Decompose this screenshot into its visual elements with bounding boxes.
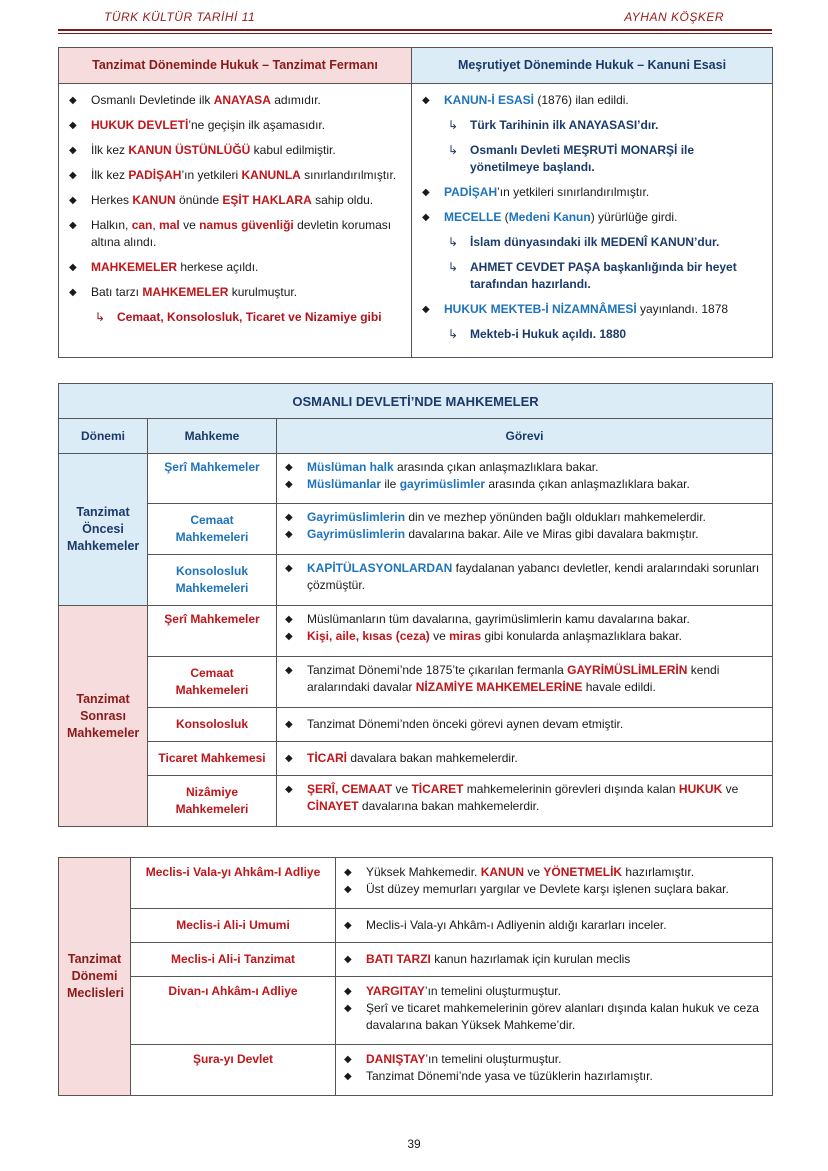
- diamond-bullet-icon: ◆: [344, 1054, 352, 1065]
- header-rule: [58, 29, 772, 31]
- sub-list-item: ↳ Cemaat, Konsolosluk, Ticaret ve Nizamiye gibi: [95, 310, 382, 324]
- list-item: ◆ HUKUK DEVLETİ’ne geçişin ilk aşamasıdır.: [69, 118, 326, 132]
- column-header-court: Mahkeme: [148, 419, 277, 454]
- council-duty: ◆ Yüksek Mahkemedir. KANUN ve YÖNETMELİK hazırlamıştır. ◆ Üst düzey memurları yargılar ve Devlete karşı işlenen suçlara bakar.: [336, 858, 773, 909]
- list-item: ◆ MECELLE (Medeni Kanun) yürürlüğe girdi.: [422, 210, 678, 224]
- mesrutiyet-law-heading: Meşrutiyet Döneminde Hukuk – Kanuni Esasi: [412, 48, 773, 84]
- court-name: Cemaat Mahkemeleri: [148, 657, 277, 708]
- court-duty: ◆ Tanzimat Dönemi’nden önceki görevi aynen devam etmiştir.: [277, 708, 773, 742]
- diamond-bullet-icon: ◆: [285, 512, 293, 523]
- diamond-bullet-icon: ◆: [285, 563, 293, 574]
- court-name: Konsolosluk: [148, 708, 277, 742]
- court-name: Cemaat Mahkemeleri: [148, 504, 277, 555]
- period-tanzimat-councils: Tanzimat Dönemi Meclisleri: [59, 858, 131, 1096]
- diamond-bullet-icon: ◆: [69, 120, 77, 131]
- list-item: ◆ İlk kez KANUN ÜSTÜNLÜĞÜ kabul edilmiştir.: [69, 143, 336, 157]
- list-item: ◆ PADİŞAH’ın yetkileri sınırlandırılmıştır.: [422, 185, 650, 199]
- court-duty: ◆ Gayrimüslimlerin din ve mezhep yönünden bağlı oldukları mahkemelerdir. ◆ Gayrimüslimlerin davalarına bakar. Aile ve Miras gibi davalara bakmıştır.: [277, 504, 773, 555]
- list-item: ◆ MAHKEMELER herkese açıldı.: [69, 260, 259, 274]
- curved-arrow-icon: ↳: [448, 143, 459, 157]
- period-pre-tanzimat: Tanzimat Öncesi Mahkemeler: [59, 454, 148, 606]
- sub-list-item: ↳ AHMET CEVDET PAŞA başkanlığında bir heyet tarafından hazırlandı.: [448, 260, 737, 291]
- list-item: ◆ HUKUK MEKTEB-İ NİZAMNÂMESİ yayınlandı. 1878: [422, 302, 729, 316]
- diamond-bullet-icon: ◆: [285, 529, 293, 540]
- diamond-bullet-icon: ◆: [285, 614, 293, 625]
- diamond-bullet-icon: ◆: [69, 170, 77, 181]
- page-number: 39: [407, 1137, 421, 1151]
- diamond-bullet-icon: ◆: [422, 187, 430, 198]
- diamond-bullet-icon: ◆: [285, 719, 293, 730]
- courts-table: [58, 383, 773, 827]
- sub-list-item: ↳ İslam dünyasındaki ilk MEDENÎ KANUN’dur.: [448, 235, 720, 249]
- council-name: Meclis-i Vala-yı Ahkâm-I Adliye: [131, 858, 336, 909]
- diamond-bullet-icon: ◆: [344, 954, 352, 965]
- curved-arrow-icon: ↳: [448, 235, 459, 249]
- diamond-bullet-icon: ◆: [422, 212, 430, 223]
- diamond-bullet-icon: ◆: [285, 784, 293, 795]
- mesrutiyet-law-cell: [412, 84, 773, 358]
- court-name: Şerî Mahkemeler: [148, 606, 277, 657]
- courts-table-title: OSMANLI DEVLETİ’NDE MAHKEMELER: [59, 384, 773, 419]
- court-duty: ◆ TİCARİ davalara bakan mahkemelerdir.: [277, 742, 773, 776]
- court-name: Konsolosluk Mahkemeleri: [148, 555, 277, 606]
- tanzimat-law-cell: [59, 84, 412, 358]
- diamond-bullet-icon: ◆: [285, 631, 293, 642]
- curved-arrow-icon: ↳: [95, 310, 106, 324]
- list-item: ◆ Osmanlı Devletinde ilk ANAYASA adımıdır.: [69, 93, 321, 107]
- running-header-author: AYHAN KÖŞKER: [624, 10, 724, 24]
- court-duty: ◆ Müslümanların tüm davalarına, gayrimüslimlerin kamu davalarına bakar. ◆ Kişi, aile, kısas (ceza) ve miras gibi konularda anlaşmazlıklara bakar.: [277, 606, 773, 657]
- court-name: Nizâmiye Mahkemeleri: [148, 776, 277, 827]
- council-duty: ◆ BATI TARZI kanun hazırlamak için kurulan meclis: [336, 943, 773, 977]
- diamond-bullet-icon: ◆: [69, 95, 77, 106]
- council-name: Şura-yı Devlet: [131, 1045, 336, 1096]
- diamond-bullet-icon: ◆: [285, 665, 293, 676]
- column-header-period: Dönemi: [59, 419, 148, 454]
- court-duty: ◆ Tanzimat Dönemi’nde 1875’te çıkarılan fermanla GAYRİMÜSLİMLERİN kendi aralarındaki davalar NİZAMİYE MAHKEMELERİNE havale edildi.: [277, 657, 773, 708]
- header-rule-thin: [58, 33, 772, 34]
- period-post-tanzimat: Tanzimat Sonrası Mahkemeler: [59, 606, 148, 827]
- list-item: ◆ Herkes KANUN önünde EŞİT HAKLARA sahip oldu.: [69, 193, 374, 207]
- law-comparison-table: [58, 47, 773, 358]
- court-duty: ◆ KAPİTÜLASYONLARDAN faydalanan yabancı devletler, kendi aralarındaki sorunları çözmüştür.: [277, 555, 773, 606]
- diamond-bullet-icon: ◆: [69, 287, 77, 298]
- list-item: ◆ Halkın, can, mal ve namus güvenliği devletin koruması altına alındı.: [69, 218, 392, 249]
- list-item: ◆ İlk kez PADİŞAH’ın yetkileri KANUNLA sınırlandırılmıştır.: [69, 168, 397, 182]
- court-name: Ticaret Mahkemesi: [148, 742, 277, 776]
- council-name: Meclis-i Ali-i Tanzimat: [131, 943, 336, 977]
- curved-arrow-icon: ↳: [448, 327, 459, 341]
- council-duty: ◆ DANIŞTAY’ın temelini oluşturmuştur. ◆ Tanzimat Dönemi’nde yasa ve tüzüklerin hazırlamıştır.: [336, 1045, 773, 1096]
- court-name: Şerî Mahkemeler: [148, 454, 277, 504]
- court-duty: ◆ ŞERÎ, CEMAAT ve TİCARET mahkemelerinin görevleri dışında kalan HUKUK ve CİNAYET davalarına bakan mahkemelerdir.: [277, 776, 773, 827]
- diamond-bullet-icon: ◆: [285, 479, 293, 490]
- council-name: Divan-ı Ahkâm-ı Adliye: [131, 977, 336, 1045]
- curved-arrow-icon: ↳: [448, 260, 459, 274]
- diamond-bullet-icon: ◆: [344, 884, 352, 895]
- running-header-title: TÜRK KÜLTÜR TARİHİ 11: [104, 10, 256, 24]
- tanzimat-law-heading: Tanzimat Döneminde Hukuk – Tanzimat Fermanı: [59, 48, 412, 84]
- council-name: Meclis-i Ali-i Umumi: [131, 909, 336, 943]
- sub-list-item: ↳ Türk Tarihinin ilk ANAYASASI’dır.: [448, 118, 659, 132]
- curved-arrow-icon: ↳: [448, 118, 459, 132]
- court-duty: ◆ Müslüman halk arasında çıkan anlaşmazlıklara bakar. ◆ Müslümanlar ile gayrimüslimler arasında çıkan anlaşmazlıklara bakar.: [277, 454, 773, 504]
- column-header-duty: Görevi: [277, 419, 773, 454]
- diamond-bullet-icon: ◆: [422, 304, 430, 315]
- council-duty: ◆ Meclis-i Vala-yı Ahkâm-ı Adliyenin aldığı kararları inceler.: [336, 909, 773, 943]
- list-item: ◆ Batı tarzı MAHKEMELER kurulmuştur.: [69, 285, 298, 299]
- council-duty: ◆ YARGITAY’ın temelini oluşturmuştur. ◆ Şerî ve ticaret mahkemelerinin görev alanları dışında kalan hukuk ve ceza davalarına bakan Yüksek Mahkeme’dir.: [336, 977, 773, 1045]
- diamond-bullet-icon: ◆: [285, 753, 293, 764]
- councils-table: [58, 857, 773, 1096]
- diamond-bullet-icon: ◆: [69, 220, 77, 231]
- diamond-bullet-icon: ◆: [422, 95, 430, 106]
- diamond-bullet-icon: ◆: [69, 145, 77, 156]
- diamond-bullet-icon: ◆: [344, 867, 352, 878]
- diamond-bullet-icon: ◆: [69, 262, 77, 273]
- diamond-bullet-icon: ◆: [285, 462, 293, 473]
- list-item: ◆ KANUN-İ ESASİ (1876) ilan edildi.: [422, 93, 629, 107]
- diamond-bullet-icon: ◆: [69, 195, 77, 206]
- diamond-bullet-icon: ◆: [344, 1071, 352, 1082]
- diamond-bullet-icon: ◆: [344, 986, 352, 997]
- diamond-bullet-icon: ◆: [344, 1003, 352, 1014]
- diamond-bullet-icon: ◆: [344, 920, 352, 931]
- sub-list-item: ↳ Osmanlı Devleti MEŞRUTİ MONARŞİ ile yönetilmeye başlandı.: [448, 143, 695, 174]
- sub-list-item: ↳ Mekteb-i Hukuk açıldı. 1880: [448, 327, 627, 341]
